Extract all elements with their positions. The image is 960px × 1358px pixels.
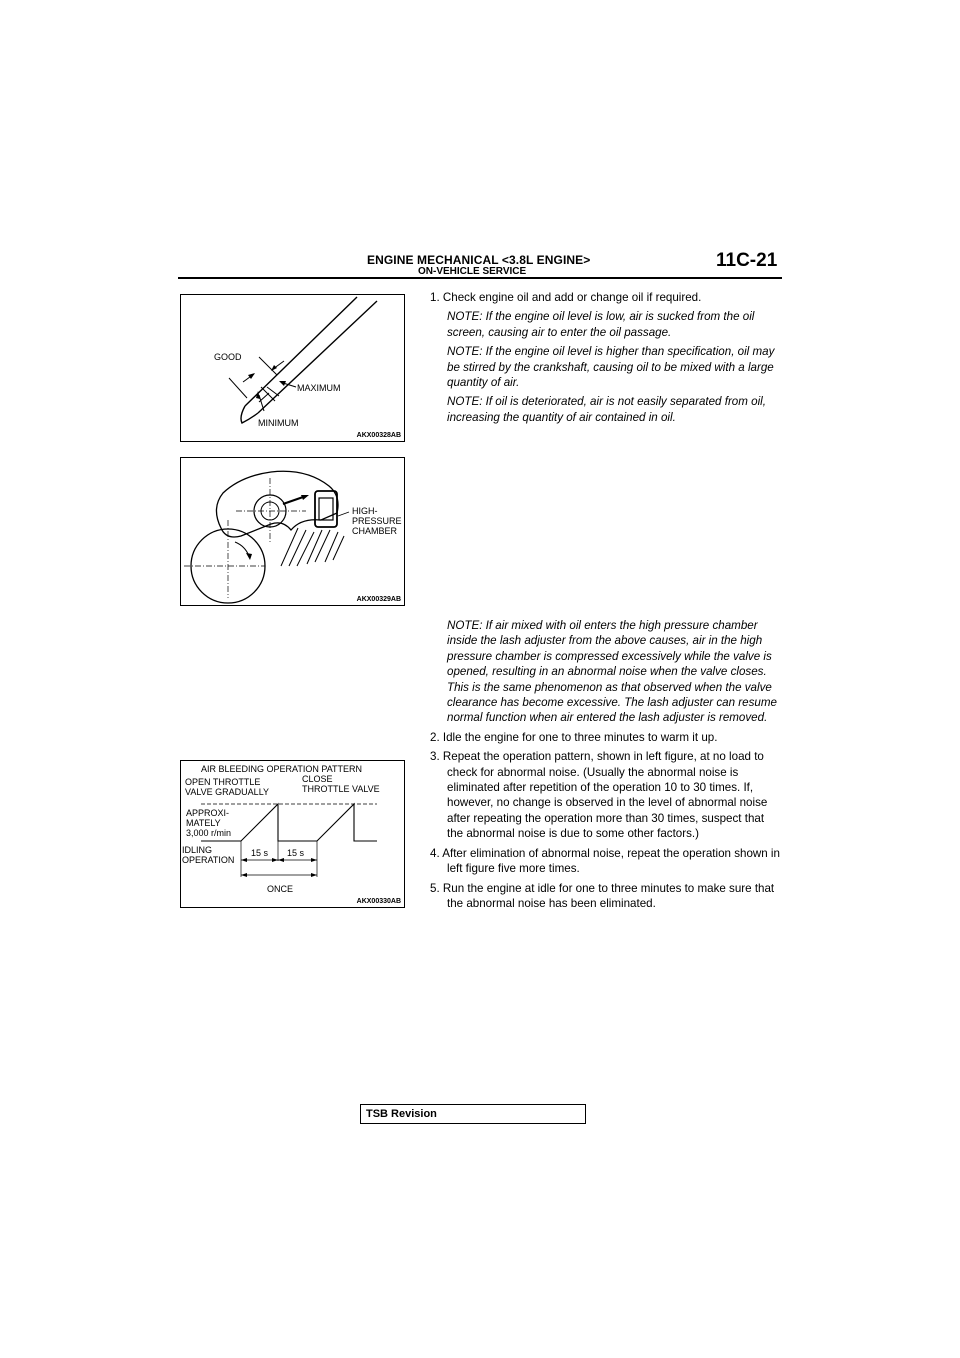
step-2: 2. Idle the engine for one to three minutes to warm it up. [430, 730, 718, 744]
step-4: 4. After elimination of abnormal noise, repeat the operation shown in left figure five more times. [430, 846, 780, 876]
label-high-pressure-chamber-1: HIGH- [352, 506, 378, 516]
label-high-pressure-chamber-2: PRESSURE [352, 516, 402, 526]
label-once: ONCE [267, 884, 294, 894]
section-subtitle: ON-VEHICLE SERVICE [418, 266, 527, 277]
pattern-title: AIR BLEEDING OPERATION PATTERN [201, 764, 363, 774]
step-5: 5. Run the engine at idle for one to three minutes to make sure that the abnormal noise has been eliminated. [430, 881, 775, 910]
label-approx-1: APPROXI- [186, 808, 230, 818]
text-block-top [430, 290, 780, 429]
figure-lash-adjuster [180, 457, 405, 606]
label-approx-2: MATELY [186, 818, 221, 828]
note-oil-deteriorated: NOTE: If oil is deteriorated, air is not easily separated from oil, increasing the quantity of air contained in oil. [447, 395, 766, 424]
label-minimum: MINIMUM [258, 418, 299, 428]
figure-id: AKX00330AB [356, 898, 401, 905]
label-idling-2: OPERATION [182, 855, 235, 865]
label-good: GOOD [214, 352, 242, 362]
label-maximum: MAXIMUM [297, 383, 341, 393]
label-idling-1: IDLING [182, 845, 213, 855]
note-oil-level-low: NOTE: If the engine oil level is low, air is sucked from the oil screen, causing air to enter the oil passage. [447, 310, 755, 339]
section-title: ENGINE MECHANICAL <3.8L ENGINE> [367, 253, 591, 267]
label-high-pressure-chamber-3: CHAMBER [352, 526, 398, 536]
figure-id: AKX00329AB [356, 596, 401, 603]
page-code: 11C-21 [716, 250, 778, 271]
tsb-revision-box: TSB Revision [360, 1104, 586, 1124]
text-block-bottom [430, 618, 780, 915]
label-open-throttle-2: VALVE GRADUALLY [185, 787, 270, 797]
note-oil-level-high: NOTE: If the engine oil level is higher than specification, oil may be stirred by the crankshaft, causing oil to be mixed with a large quantity of air. [447, 345, 775, 390]
label-close-throttle-1: CLOSE [302, 774, 333, 784]
label-time-2: 15 s [287, 848, 305, 858]
label-close-throttle-2: THROTTLE VALVE [302, 784, 380, 794]
label-time-1: 15 s [251, 848, 269, 858]
step-3: 3. Repeat the operation pattern, shown in left figure, at no load to check for abnormal noise. (Usually the abnormal noise is eliminated after repetition of the operation 10 to 30 times. If, however, no change is observed in the level of abnormal noise after repeating the operation more than 30 times, suspect that the abnormal noise is due to some other factors.) [430, 750, 768, 841]
note-high-pressure-chamber: NOTE: If air mixed with oil enters the high pressure chamber inside the lash adjuster from the above causes, air in the high pressure chamber is compressed excessively while the valve is opened, resulting in an abnormal noise when the valve closes. This is the same phenomenon as that observed when the valve clearance has become excessive. The lash adjuster can resume normal function when air entered the lash adjuster is removed. [447, 619, 777, 725]
figure-air-bleeding-pattern [180, 760, 405, 908]
figure-id: AKX00328AB [356, 432, 401, 439]
label-approx-3: 3,000 r/min [186, 828, 232, 838]
label-open-throttle-1: OPEN THROTTLE [185, 777, 261, 787]
header-rule [178, 277, 782, 279]
step-1: 1. Check engine oil and add or change oil if required. [430, 291, 702, 304]
figure-dipstick [180, 294, 405, 442]
